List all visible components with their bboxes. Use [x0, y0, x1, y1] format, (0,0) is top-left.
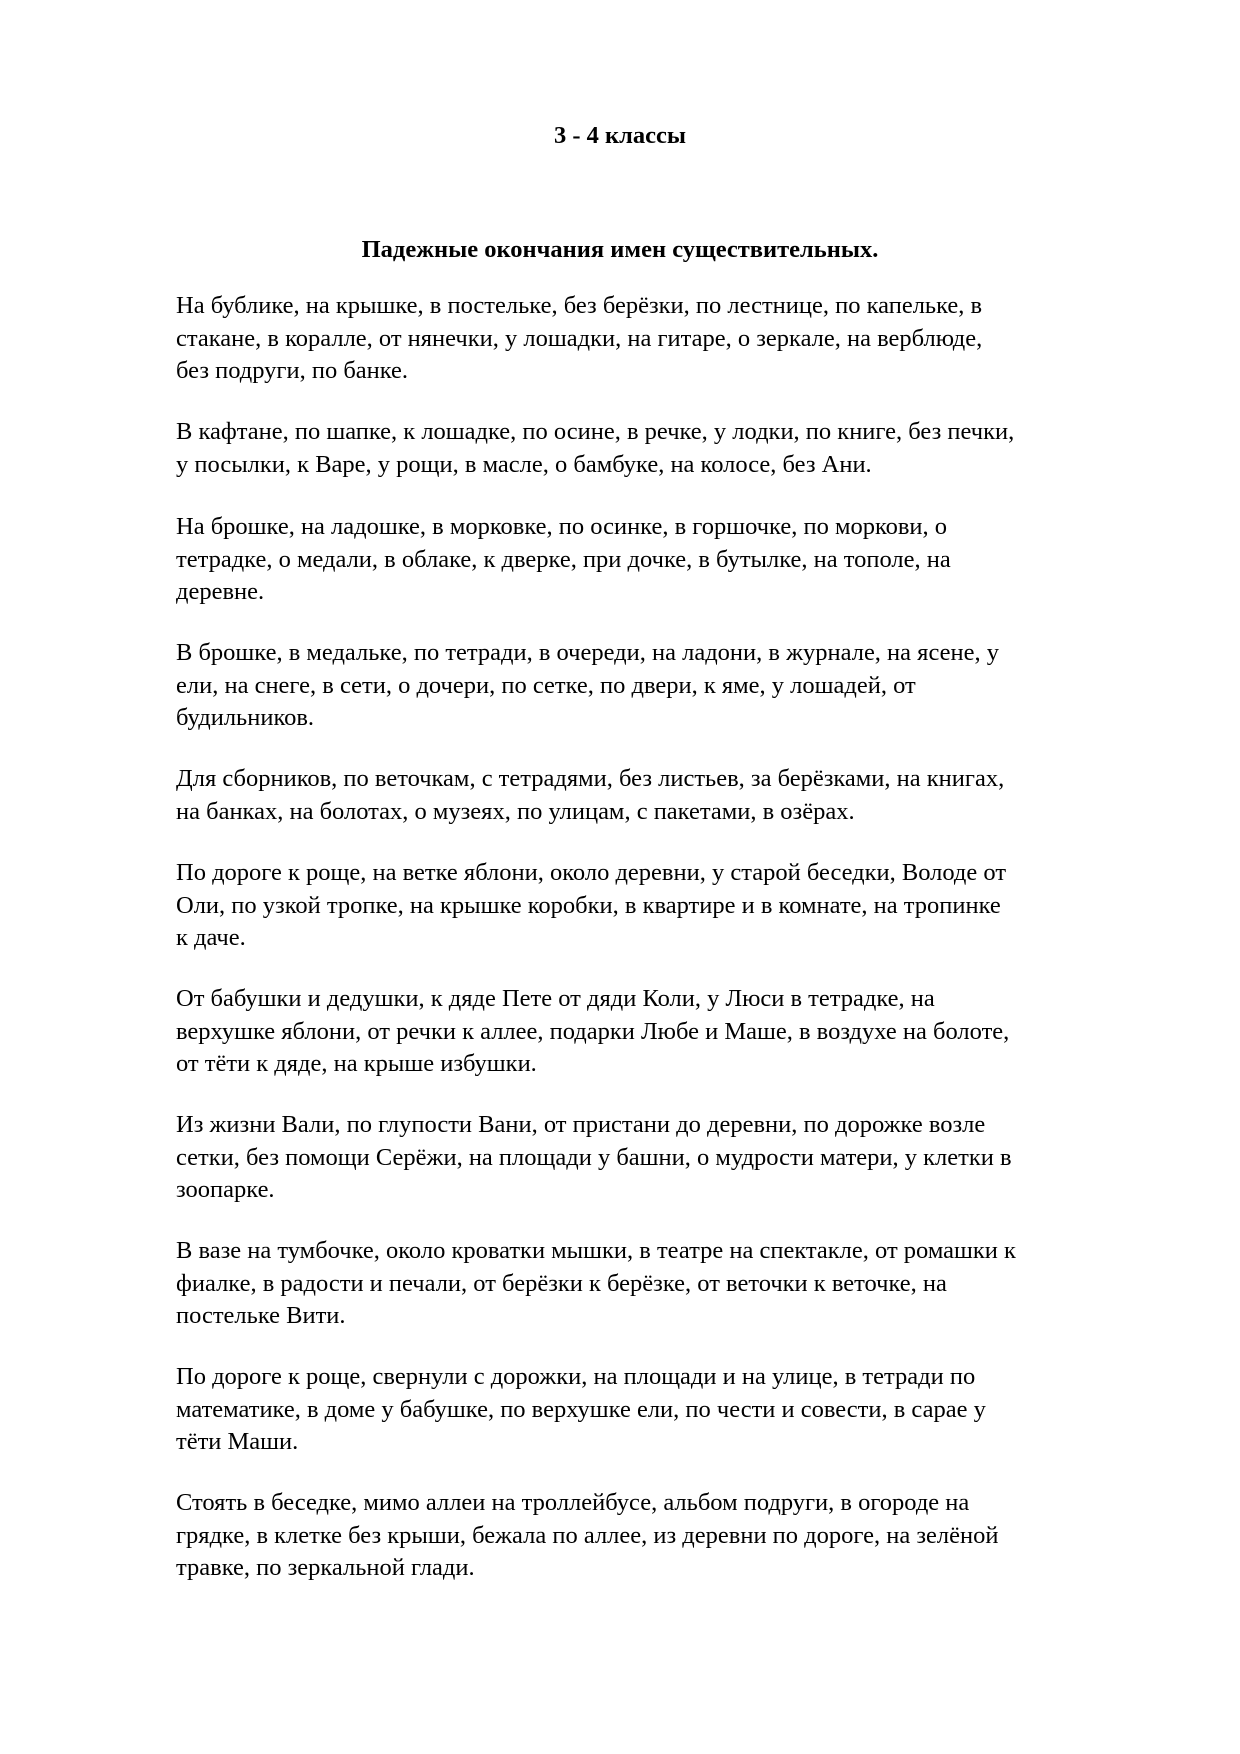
paragraph-8: Из жизни Вали, по глупости Вани, от пристани до деревни, по дорожке возле сетки, без помощи Серёжи, на площади у башни, о мудрости матери, у клетки в зоопарке.: [176, 1111, 1012, 1203]
paragraph-1: На бублике, на крышке, в постельке, без берёзки, по лестнице, по капельке, в стакане, в коралле, от нянечки, у лошадки, на гитаре, о зеркале, на верблюде, без подруги, по банке.: [176, 292, 983, 384]
paragraph-11: Стоять в беседке, мимо аллеи на троллейбусе, альбом подруги, в огороде на грядке, в клетке без крыши, бежала по аллее, из деревни по дороге, на зелёной травке, по зеркальной глади.: [176, 1489, 999, 1581]
paragraph-7: От бабушки и дедушки, к дяде Пете от дяди Коли, у Люси в тетрадке, на верхушке яблони, от речки к аллее, подарки Любе и Маше, в воздухе на болоте, от тёти к дяде, на крыше избушки.: [176, 985, 1010, 1077]
paragraph-5: Для сборников, по веточкам, с тетрадями, без листьев, за берёзками, на книгах, на банках, на болотах, о музеях, по улицам, с пакетами, в озёрах.: [176, 765, 1005, 825]
grade-heading: 3 - 4 классы: [553, 122, 687, 149]
paragraph-10: По дороге к роще, свернули с дорожки, на площади и на улице, в тетради по математике, в доме у бабушке, по верхушке ели, по чести и совести, в сарае у тёти Маши.: [176, 1363, 986, 1455]
paragraph-4: В брошке, в медальке, по тетради, в очереди, на ладони, в журнале, на ясене, у ели, на снеге, в сети, о дочери, по сетке, по двери, к яме, у лошадей, от будильников.: [176, 639, 999, 731]
paragraph-6: По дороге к роще, на ветке яблони, около деревни, у старой беседки, Володе от Оли, по узкой тропке, на крышке коробки, в квартире и в комнате, на тропинке к даче.: [176, 859, 1007, 951]
paragraph-9: В вазе на тумбочке, около кроватки мышки, в театре на спектакле, от ромашки к фиалке, в радости и печали, от берёзки к берёзке, от веточки к веточке, на постельке Вити.: [176, 1237, 1016, 1329]
document-title: Падежные окончания имен существительных.: [361, 236, 879, 263]
paragraph-2: В кафтане, по шапке, к лошадке, по осине, в речке, у лодки, по книге, без печки, у посылки, к Варе, у рощи, в масле, о бамбуке, на колосе, без Ани.: [176, 418, 1015, 478]
paragraph-3: На брошке, на ладошке, в морковке, по осинке, в горшочке, по моркови, о тетрадке, о медали, в облаке, к дверке, при дочке, в бутылке, на тополе, на деревне.: [176, 513, 951, 605]
